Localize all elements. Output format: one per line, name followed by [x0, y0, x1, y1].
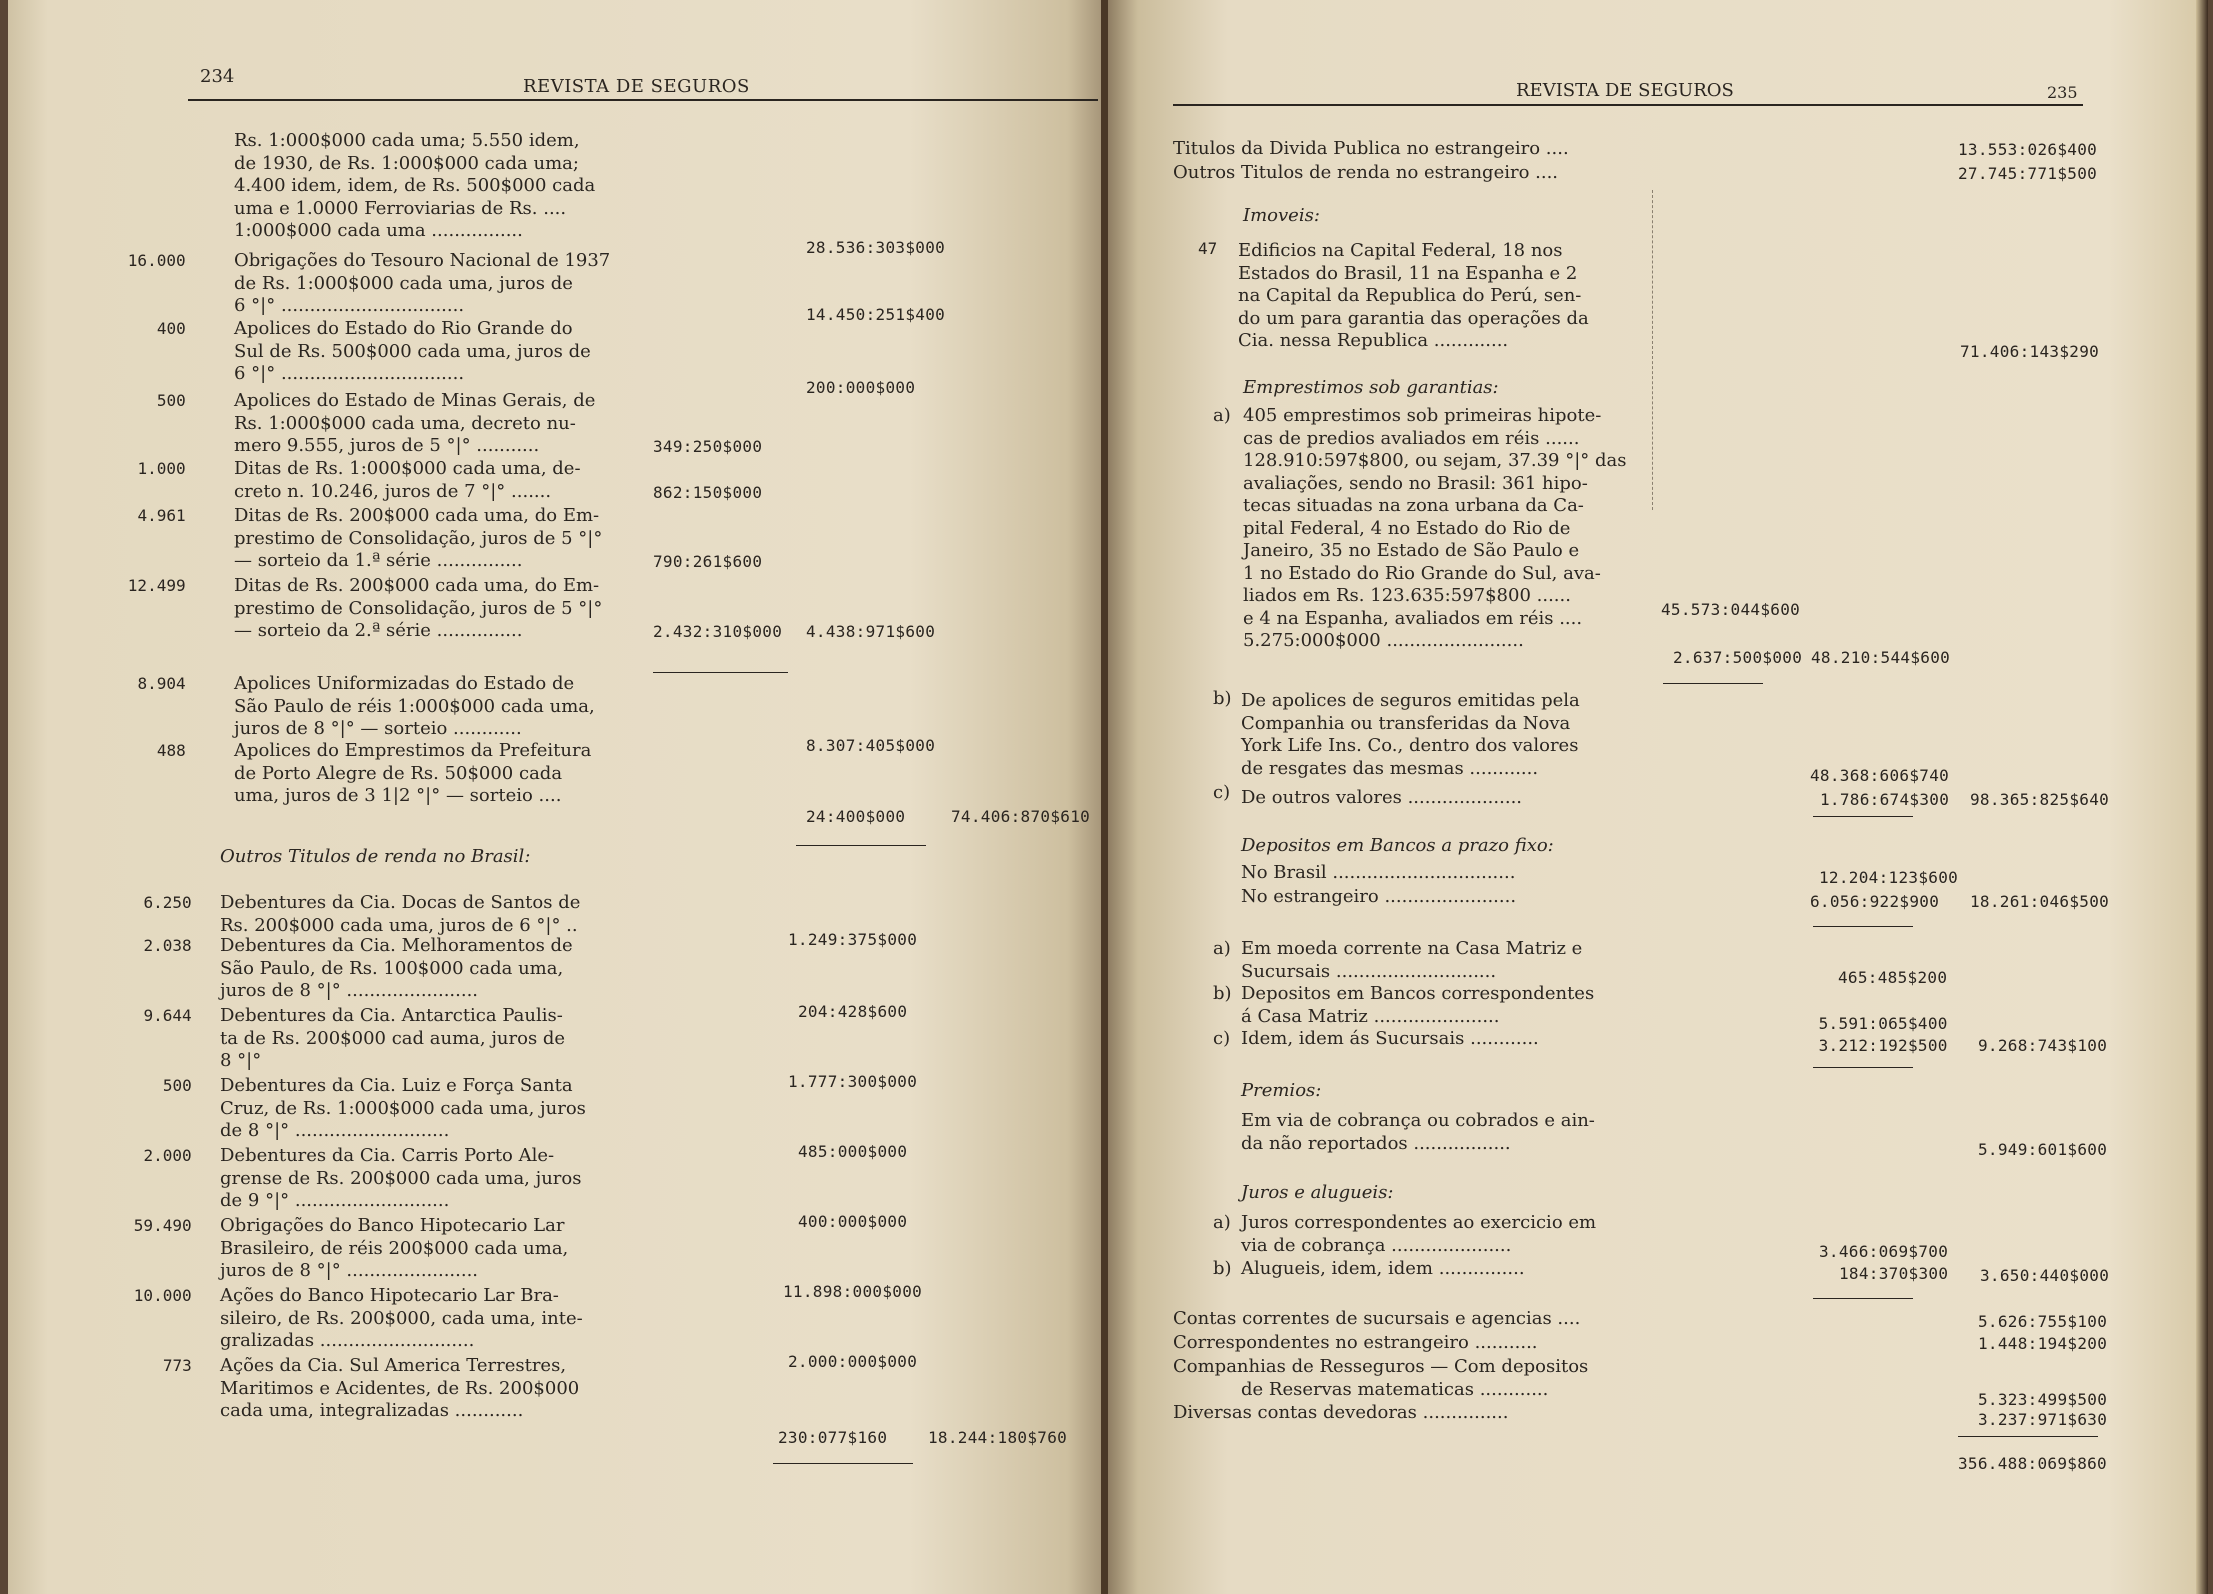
entry2-text-line: Ações do Banco Hipotecario Lar Bra- [220, 1285, 559, 1306]
amount-col2: 8.307:405$000 [806, 736, 936, 755]
emprestimos-a-line: avaliações, sendo no Brasil: 361 hipo- [1243, 472, 1588, 494]
emprestimos-c-total: 98.365:825$640 [1970, 790, 2110, 809]
amount-col1: 349:250$000 [653, 437, 763, 456]
emprestimos-a-line: 5.275:000$000 ........................ [1243, 630, 1524, 651]
header-rule-right [1173, 104, 2083, 106]
amount-col1: 790:261$600 [653, 552, 763, 571]
moeda-amount: 5.591:065$400 [1818, 1014, 1948, 1033]
emprestimos-a-line: 405 emprestimos sob primeiras hipote- [1243, 405, 1602, 426]
entry2-qty: 2.000 [143, 1146, 192, 1165]
entry-text-line: — sorteio da 1.ª série ............... [234, 550, 523, 571]
emprestimos-letter-c: c) [1213, 782, 1231, 803]
amount-col2: 18.244:180$760 [928, 1428, 1068, 1447]
imoveis-qty: 47 [1198, 239, 1218, 258]
depositos-line: No estrangeiro ....................... [1241, 886, 1517, 907]
emprestimos-letter-b: b) [1213, 688, 1232, 709]
contas-line: Correspondentes no estrangeiro ........... [1173, 1332, 1538, 1353]
entry-text-line: Rs. 1:000$000 cada uma; 5.550 idem, [234, 130, 580, 151]
entry-qty: 4.961 [137, 506, 186, 525]
entry-text-line: Apolices do Emprestimos da Prefeitura [234, 740, 592, 761]
emprestimos-a-line: tecas situadas na zona urbana da Ca- [1243, 495, 1584, 516]
sum-rule-depositos [1813, 926, 1913, 927]
foreign-titles-amount: 13.553:026$400 [1958, 140, 2098, 159]
column-guide [1652, 190, 1653, 510]
juros-total: 3.650:440$000 [1980, 1266, 2110, 1285]
moeda-letter: b) [1213, 983, 1232, 1004]
emprestimos-a-amount2: 2.637:500$000 [1673, 648, 1803, 667]
depositos-amount: 6.056:922$900 [1810, 892, 1940, 911]
section-outros-titulos: Outros Titulos de renda no Brasil: [220, 846, 531, 867]
moeda-letter: a) [1213, 938, 1231, 959]
premios-line: da não reportados ................. [1241, 1132, 1511, 1154]
sum-rule-3 [773, 1463, 913, 1464]
amount-col1: 2.000:000$000 [788, 1352, 918, 1371]
entry-text-line: 6 °|° ................................ [234, 295, 465, 316]
entry2-text-line: Cruz, de Rs. 1:000$000 cada uma, juros [220, 1097, 586, 1119]
emprestimos-a-amount1: 45.573:044$600 [1661, 600, 1801, 619]
premios-heading: Premios: [1241, 1080, 1322, 1101]
entry-text-line: 4.400 idem, idem, de Rs. 500$000 cada [234, 175, 596, 196]
entry-text-line: — sorteio da 2.ª série ............... [234, 620, 523, 641]
imoveis-text-line: Estados do Brasil, 11 na Espanha e 2 [1238, 262, 1578, 284]
entry-qty: 8.904 [137, 674, 186, 693]
emprestimos-heading: Emprestimos sob garantias: [1243, 377, 1499, 398]
emprestimos-c-amount: 1.786:674$300 [1820, 790, 1950, 809]
sum-rule-emprestimos-c [1813, 816, 1913, 817]
entry-text-line: de Rs. 1:000$000 cada uma, juros de [234, 272, 573, 294]
entry2-qty: 9.644 [143, 1006, 192, 1025]
depositos-line: No Brasil ................................ [1241, 862, 1516, 883]
emprestimos-a-line: Janeiro, 35 no Estado de São Paulo e [1243, 540, 1580, 561]
left-page [8, 0, 1108, 1594]
entry-text-line: Apolices do Estado do Rio Grande do [234, 318, 573, 339]
premios-amount: 5.949:601$600 [1978, 1140, 2108, 1159]
right-page [1108, 0, 2198, 1594]
entry2-text-line: Ações da Cia. Sul America Terrestres, [220, 1355, 567, 1376]
entry-qty: 400 [156, 319, 186, 338]
contas-amount: 3.237:971$630 [1978, 1410, 2108, 1429]
entry-text-line: de Porto Alegre de Rs. 50$000 cada [234, 762, 563, 784]
entry-text-line: prestimo de Consolidação, juros de 5 °|° [234, 527, 603, 549]
entry-text-line: Apolices do Estado de Minas Gerais, de [234, 390, 596, 411]
imoveis-text-line: Cia. nessa Republica ............. [1238, 330, 1509, 351]
imoveis-text-line: Edificios na Capital Federal, 18 nos [1238, 240, 1563, 261]
entry-text-line: de 1930, de Rs. 1:000$000 cada uma; [234, 152, 579, 174]
contas-line: Diversas contas devedoras ............... [1173, 1402, 1509, 1423]
contas-amount: 1.448:194$200 [1978, 1334, 2108, 1353]
entry2-qty: 500 [162, 1076, 192, 1095]
entry2-text-line: Debentures da Cia. Antarctica Paulis- [220, 1005, 563, 1026]
sum-rule-emprestimos-a [1663, 683, 1763, 684]
emprestimos-b-line: Companhia ou transferidas da Nova [1241, 712, 1571, 734]
amount-col2: 24:400$000 [806, 807, 906, 826]
emprestimos-a-line: cas de predios avaliados em réis ...... [1243, 427, 1580, 449]
entry-text-line: prestimo de Consolidação, juros de 5 °|° [234, 597, 603, 619]
amount-col1: 400:000$000 [798, 1212, 908, 1231]
premios-line: Em via de cobrança ou cobrados e ain- [1241, 1110, 1595, 1131]
depositos-amount: 12.204:123$600 [1819, 868, 1959, 887]
entry-text-line: Rs. 1:000$000 cada uma, decreto nu- [234, 412, 576, 434]
contas-line: Contas correntes de sucursais e agencias .... [1173, 1308, 1581, 1329]
entry-text-line: 1:000$000 cada uma ................ [234, 220, 523, 241]
entry2-qty: 6.250 [143, 893, 192, 912]
juros-amount: 184:370$300 [1839, 1264, 1949, 1283]
amount-col3: 74.406:870$610 [951, 807, 1091, 826]
imoveis-text-line: na Capital da Republica do Perú, sen- [1238, 285, 1582, 306]
entry2-text-line: São Paulo, de Rs. 100$000 cada uma, [220, 957, 564, 979]
entry-text-line: São Paulo de réis 1:000$000 cada uma, [234, 695, 595, 717]
entry-qty: 16.000 [127, 251, 186, 270]
amount-col2: 28.536:303$000 [806, 238, 946, 257]
entry-text-line: 6 °|° ................................ [234, 363, 465, 384]
entry-qty: 1.000 [137, 459, 186, 478]
header-rule-left [188, 99, 1098, 101]
entry2-text-line: Debentures da Cia. Carris Porto Ale- [220, 1145, 555, 1166]
page-number-left: 234 [200, 66, 235, 87]
foreign-titles-line: Titulos da Divida Publica no estrangeiro .... [1173, 138, 1569, 159]
moeda-line: Sucursais ............................ [1241, 960, 1497, 982]
entry2-text-line: Debentures da Cia. Docas de Santos de [220, 892, 581, 913]
juros-line: Juros correspondentes ao exercicio em [1241, 1212, 1597, 1233]
emprestimos-b-line: York Life Ins. Co., dentro dos valores [1241, 735, 1579, 756]
entry-text-line: Obrigações do Tesouro Nacional de 1937 [234, 250, 611, 271]
contas-amount: 5.323:499$500 [1978, 1390, 2108, 1409]
foreign-titles-amount: 27.745:771$500 [1958, 164, 2098, 183]
open-book [8, 0, 2208, 1594]
amount-col1: 862:150$000 [653, 482, 763, 502]
depositos-total: 18.261:046$500 [1970, 892, 2110, 911]
entry-text-line: Ditas de Rs. 1:000$000 cada uma, de- [234, 458, 581, 479]
entry2-text-line: gralizadas ........................... [220, 1330, 475, 1351]
entry2-qty: 10.000 [133, 1286, 192, 1305]
entry2-text-line: de 8 °|° ........................... [220, 1120, 450, 1141]
page-number-right: 235 [2047, 83, 2078, 102]
moeda-amount: 465:485$200 [1838, 968, 1948, 987]
entry2-text-line: juros de 8 °|° ....................... [220, 980, 479, 1001]
amount-col1: 230:077$160 [778, 1428, 888, 1447]
entry2-text-line: juros de 8 °|° ....................... [220, 1260, 479, 1281]
juros-letter: a) [1213, 1212, 1231, 1233]
running-head-right: REVISTA DE SEGUROS [1516, 80, 1734, 101]
moeda-line: á Casa Matriz ...................... [1241, 1005, 1500, 1027]
contas-line: de Reservas matematicas ............ [1241, 1378, 1549, 1400]
imoveis-heading: Imoveis: [1243, 205, 1320, 226]
amount-col1: 2.432:310$000 [653, 622, 783, 641]
amount-col1: 204:428$600 [798, 1002, 908, 1021]
amount-col2: 200:000$000 [806, 378, 916, 397]
sum-rule-1 [653, 672, 788, 673]
entry-text-line: Ditas de Rs. 200$000 cada uma, do Em- [234, 505, 600, 526]
sum-rule-grand [1958, 1436, 2098, 1437]
amount-col1: 1.249:375$000 [788, 930, 918, 949]
contas-amount: 5.626:755$100 [1978, 1312, 2108, 1331]
juros-letter: b) [1213, 1258, 1232, 1279]
entry2-text-line: de 9 °|° ........................... [220, 1190, 450, 1211]
contas-line: Companhias de Resseguros — Com depositos [1173, 1356, 1589, 1377]
emprestimos-b-line: De apolices de seguros emitidas pela [1241, 690, 1580, 711]
emprestimos-b-line: de resgates das mesmas ............ [1241, 757, 1539, 779]
sum-rule-2 [796, 845, 926, 846]
entry2-qty: 59.490 [133, 1216, 192, 1235]
entry2-text-line: Maritimos e Acidentes, de Rs. 200$000 [220, 1377, 580, 1399]
amount-col2: 4.438:971$600 [806, 622, 936, 641]
emprestimos-a-line: pital Federal, 4 no Estado do Rio de [1243, 517, 1571, 539]
entry2-text-line: sileiro, de Rs. 200$000, cada uma, inte- [220, 1307, 583, 1329]
imoveis-text-line: do um para garantia das operações da [1238, 307, 1589, 329]
entry-qty: 488 [156, 741, 186, 760]
moeda-amount: 3.212:192$500 [1818, 1036, 1948, 1055]
emprestimos-a-total: 48.210:544$600 [1811, 648, 1951, 667]
imoveis-amount: 71.406:143$290 [1960, 342, 2100, 361]
entry2-qty: 2.038 [143, 936, 192, 955]
entry-text-line: uma, juros de 3 1|2 °|° — sorteio .... [234, 785, 562, 806]
entry-text-line: Apolices Uniformizadas do Estado de [234, 673, 575, 694]
entry-text-line: mero 9.555, juros de 5 °|° ........... [234, 435, 540, 456]
entry2-text-line: Rs. 200$000 cada uma, juros de 6 °|° .. [220, 914, 578, 936]
emprestimos-c-line: De outros valores .................... [1241, 787, 1523, 808]
sum-rule-moeda [1813, 1067, 1913, 1068]
entry2-qty: 773 [162, 1356, 192, 1375]
entry2-text-line: 8 °|° [220, 1050, 262, 1071]
amount-col2: 14.450:251$400 [806, 305, 946, 324]
juros-amount: 3.466:069$700 [1819, 1242, 1949, 1261]
entry2-text-line: Debentures da Cia. Melhoramentos de [220, 935, 573, 956]
running-head-left: REVISTA DE SEGUROS [523, 76, 750, 97]
entry2-text-line: cada uma, integralizadas ............ [220, 1400, 524, 1421]
juros-heading: Juros e alugueis: [1241, 1182, 1394, 1203]
entry2-text-line: Brasileiro, de réis 200$000 cada uma, [220, 1237, 569, 1259]
entry2-text-line: grense de Rs. 200$000 cada uma, juros [220, 1167, 582, 1189]
entry-qty: 500 [156, 391, 186, 410]
moeda-letter: c) [1213, 1028, 1231, 1049]
entry-text-line: uma e 1.0000 Ferroviarias de Rs. .... [234, 197, 567, 219]
entry-text-line: Sul de Rs. 500$000 cada uma, juros de [234, 340, 591, 362]
sum-rule-juros [1813, 1298, 1913, 1299]
grand-total: 356.488:069$860 [1958, 1454, 2107, 1473]
moeda-line: Depositos em Bancos correspondentes [1241, 983, 1595, 1004]
emprestimos-a-line: liados em Rs. 123.635:597$800 ...... [1243, 585, 1571, 606]
juros-line: via de cobrança ..................... [1241, 1234, 1512, 1256]
moeda-line: Idem, idem ás Sucursais ............ [1241, 1028, 1539, 1049]
entry-text-line: creto n. 10.246, juros de 7 °|° ....... [234, 480, 552, 502]
emprestimos-a-line: e 4 na Espanha, avaliados em réis .... [1243, 607, 1583, 629]
emprestimos-b-amount: 48.368:606$740 [1810, 766, 1950, 785]
page-edge-right [2196, 0, 2208, 1594]
entry2-text-line: Debentures da Cia. Luiz e Força Santa [220, 1075, 573, 1096]
depositos-heading: Depositos em Bancos a prazo fixo: [1241, 835, 1554, 856]
entry2-text-line: Obrigações do Banco Hipotecario Lar [220, 1215, 565, 1236]
entry-text-line: Ditas de Rs. 200$000 cada uma, do Em- [234, 575, 600, 596]
amount-col1: 1.777:300$000 [788, 1072, 918, 1091]
entry-text-line: juros de 8 °|° — sorteio ............ [234, 718, 522, 739]
amount-col1: 485:000$000 [798, 1142, 908, 1161]
emprestimos-letter-a: a) [1213, 405, 1231, 426]
emprestimos-a-line: 1 no Estado do Rio Grande do Sul, ava- [1243, 562, 1601, 584]
entry-qty: 12.499 [127, 576, 186, 595]
entry2-text-line: ta de Rs. 200$000 cad auma, juros de [220, 1027, 566, 1049]
emprestimos-a-line: 128.910:597$800, ou sejam, 37.39 °|° das [1243, 450, 1627, 471]
foreign-titles-line: Outros Titulos de renda no estrangeiro .... [1173, 162, 1559, 183]
juros-line: Alugueis, idem, idem ............... [1241, 1258, 1525, 1279]
moeda-total: 9.268:743$100 [1978, 1036, 2108, 1055]
amount-col1: 11.898:000$000 [783, 1282, 923, 1301]
moeda-line: Em moeda corrente na Casa Matriz e [1241, 938, 1583, 959]
